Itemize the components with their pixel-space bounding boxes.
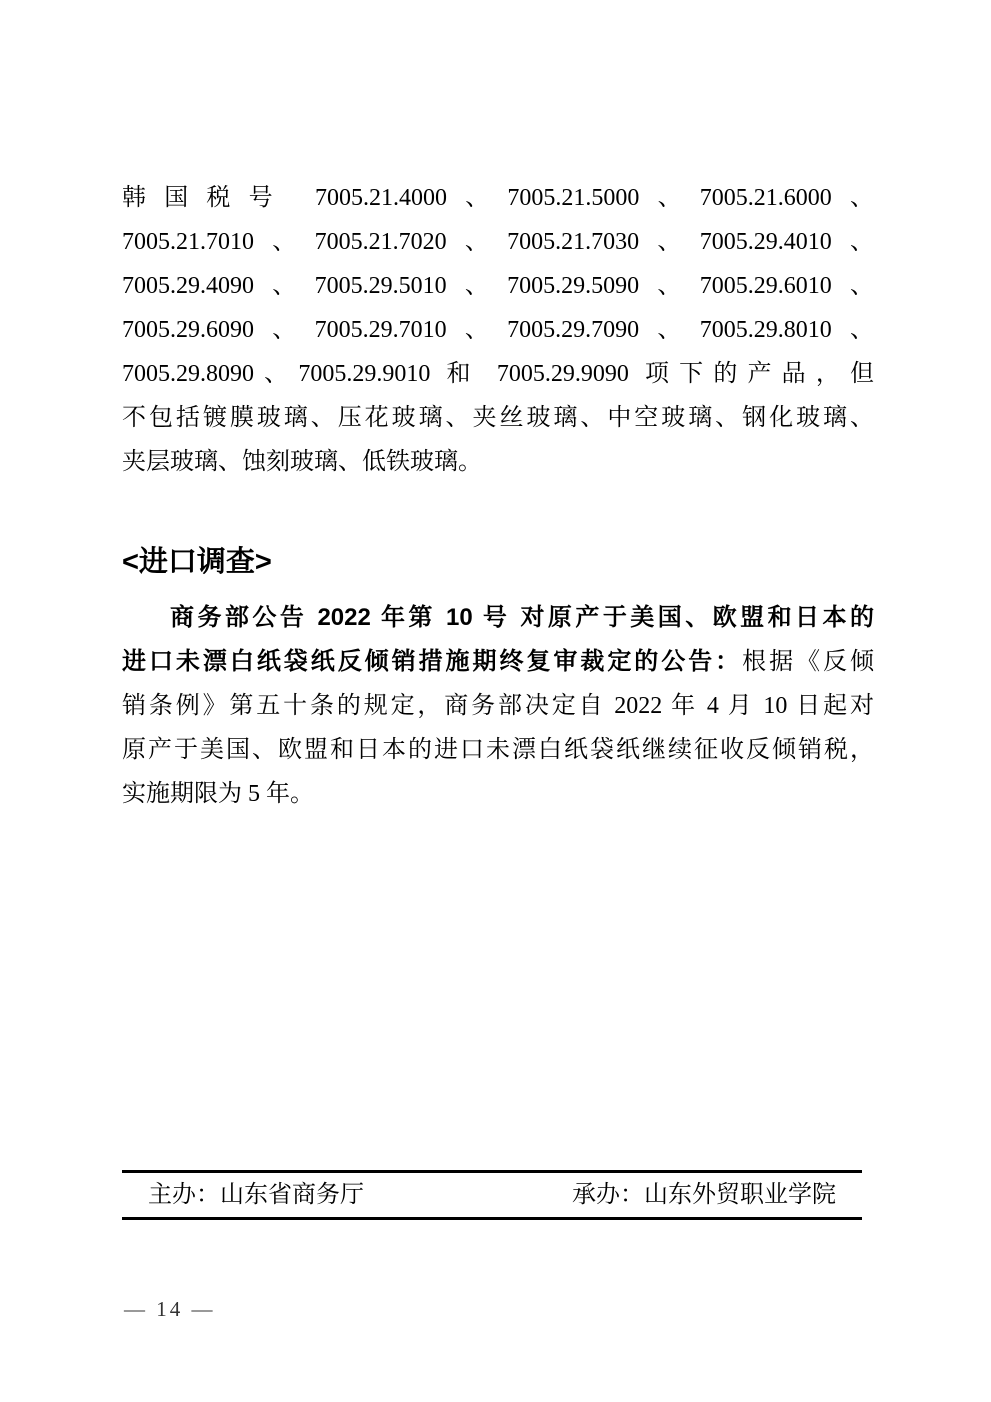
text-segment: 销条例》第五十条的规定，商务部决定自 2022 年 4 月 10 日起对 xyxy=(122,693,874,719)
text-line xyxy=(122,684,874,728)
text-segment: 不包括镀膜玻璃、压花玻璃、夹丝玻璃、中空玻璃、钢化玻璃、 xyxy=(122,405,874,431)
text-line xyxy=(122,264,874,308)
text-line xyxy=(122,352,874,396)
text-line xyxy=(122,772,874,816)
footer-host-label: 主办：山东省商务厅 xyxy=(148,1182,364,1208)
text-segment: 7005.21.7010、7005.21.7020、7005.21.7030、7005.29.4010、 xyxy=(122,229,874,255)
paragraph-tax-codes xyxy=(122,176,874,484)
text-line xyxy=(122,640,874,684)
bold-text-segment: 进口未漂白纸袋纸反倾销措施期终复审裁定的公告： xyxy=(122,648,743,675)
section-heading-import-investigation: <进口调查> xyxy=(122,546,272,578)
bold-text-segment: 商务部公告 2022 年第 10 号 对原产于美国、欧盟和日本的 xyxy=(170,604,874,631)
text-line xyxy=(122,440,874,484)
text-segment: 7005.29.4090、7005.29.5010、7005.29.5090、7005.29.6010、 xyxy=(122,273,874,299)
text-line xyxy=(122,596,874,640)
text-segment: 实施期限为 5 年。 xyxy=(122,781,314,807)
page-number: — 14 — xyxy=(124,1297,216,1321)
text-segment: 韩国税号 7005.21.4000、7005.21.5000、7005.21.6000、 xyxy=(122,185,874,211)
text-line xyxy=(122,176,874,220)
text-line xyxy=(122,308,874,352)
text-segment: 7005.29.6090、7005.29.7010、7005.29.7090、7005.29.8010、 xyxy=(122,317,874,343)
text-segment: 原产于美国、欧盟和日本的进口未漂白纸袋纸继续征收反倾销税， xyxy=(122,737,874,763)
paragraph-announcement xyxy=(122,596,874,816)
footer-organizer-label: 承办：山东外贸职业学院 xyxy=(572,1182,836,1208)
document-body xyxy=(122,176,874,816)
text-segment: 7005.29.8090、7005.29.9010 和 7005.29.9090 项下的产品，但 xyxy=(122,361,874,387)
text-line xyxy=(122,396,874,440)
footer-bar xyxy=(122,1170,862,1220)
text-segment: 夹层玻璃、蚀刻玻璃、低铁玻璃。 xyxy=(122,449,482,475)
text-line xyxy=(122,220,874,264)
text-segment: 根据《反倾 xyxy=(742,649,875,675)
text-line xyxy=(122,728,874,772)
